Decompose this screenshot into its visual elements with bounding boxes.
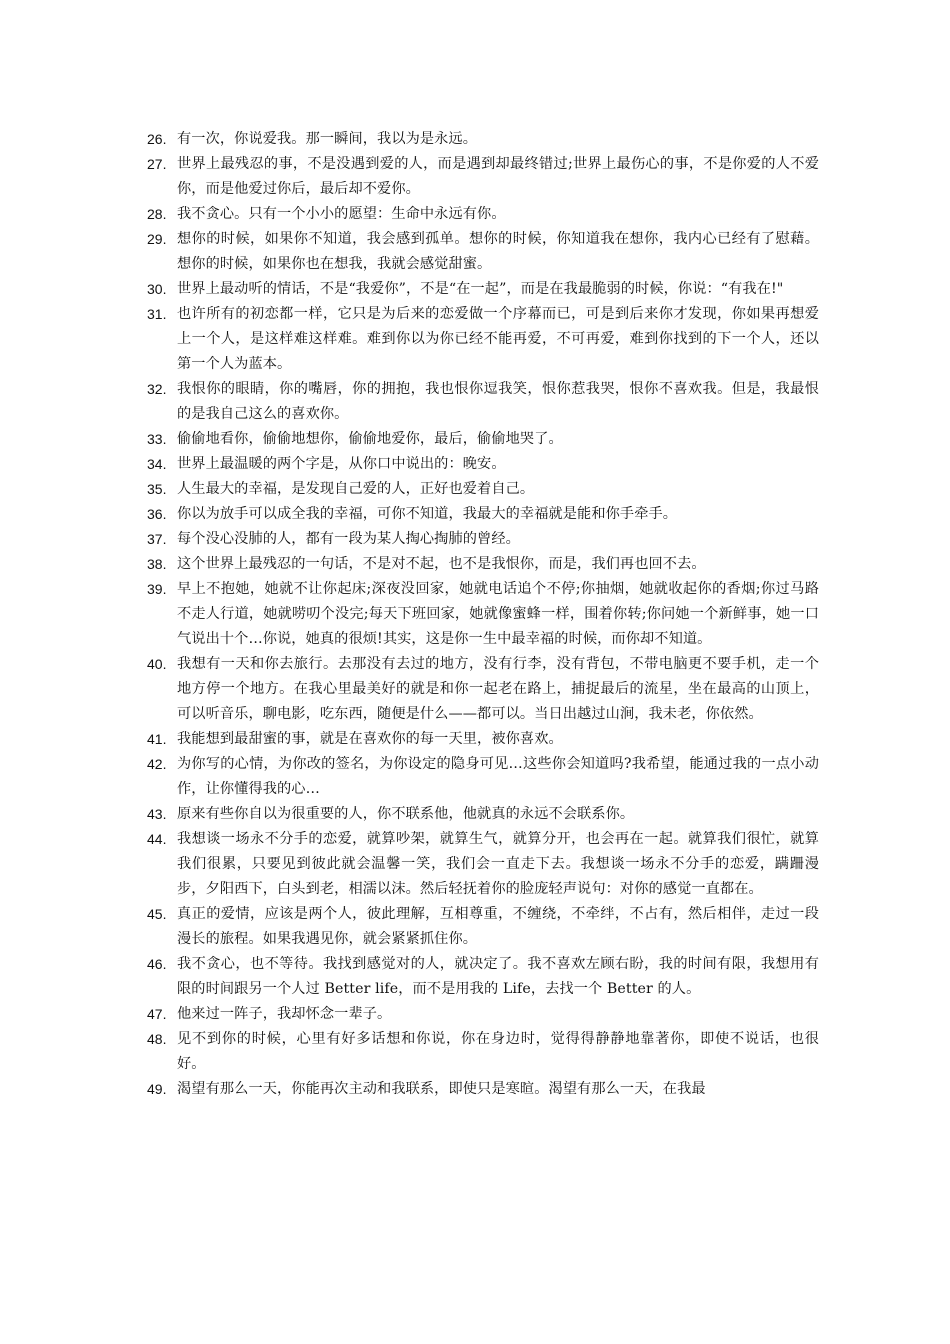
item-text: 人生最大的幸福，是发现自己爱的人，正好也爱着自己。 [177,481,535,497]
item-text: 世界上最动听的情话，不是“我爱你”，不是“在一起”，而是在我最脆弱的时候，你说：“有我在!" [177,281,784,297]
list-item [147,1077,819,1102]
item-number: 43. [147,806,167,822]
item-number: 27. [147,156,167,172]
list-item [147,477,819,502]
item-text: 世界上最温暖的两个字是，从你口中说出的：晚安。 [177,456,506,472]
numbered-list [147,127,819,1102]
item-text: 早上不抱她，她就不让你起床;深夜没回家，她就电话追个不停;你抽烟，她就收起你的香烟;你过马路不走人行道，她就唠叨个没完;每天下班回家，她就像蜜蜂一样，围着你转;你问她一个新鲜事，她一口气说出十个…你说，她真的很烦!其实，这是你一生中最幸福的时候，而你却不知道。 [177,581,819,647]
item-text: 你以为放手可以成全我的幸福，可你不知道，我最大的幸福就是能和你手牵手。 [177,506,678,522]
item-number: 26. [147,131,167,147]
list-item [147,552,819,577]
item-text: 偷偷地看你，偷偷地想你，偷偷地爱你，最后，偷偷地哭了。 [177,431,563,447]
item-text: 也许所有的初恋都一样，它只是为后来的恋爱做一个序幕而已，可是到后来你才发现，你如果再想爱上一个人，是这样难这样难。难到你以为你已经不能再爱，不可再爱，难到你找到的下一个人，还以第一个人为蓝本。 [177,306,819,372]
list-item [147,502,819,527]
item-number: 32. [147,381,167,397]
list-item [147,902,819,952]
item-number: 38. [147,556,167,572]
item-text: 世界上最残忍的事，不是没遇到爱的人，而是遇到却最终错过;世界上最伤心的事，不是你爱的人不爱你，而是他爱过你后，最后却不爱你。 [177,156,819,197]
item-number: 40. [147,656,167,672]
item-text: 我想有一天和你去旅行。去那没有去过的地方，没有行李，没有背包，不带电脑更不要手机，走一个地方停一个地方。在我心里最美好的就是和你一起老在路上，捕捉最后的流星，坐在最高的山顶上，可以听音乐，聊电影，吃东西，随便是什么——都可以。当日出越过山涧，我未老，你依然。 [177,656,819,722]
item-number: 35. [147,481,167,497]
list-item [147,1002,819,1027]
list-item [147,277,819,302]
item-text: 我不贪心。只有一个小小的愿望：生命中永远有你。 [177,206,506,222]
item-text: 渴望有那么一天，你能再次主动和我联系，即使只是寒暄。渴望有那么一天，在我最 [177,1081,706,1097]
item-number: 47. [147,1006,167,1022]
list-item [147,377,819,427]
list-item [147,202,819,227]
list-item [147,452,819,477]
item-text: 为你写的心情，为你改的签名，为你设定的隐身可见…这些你会知道吗?我希望，能通过我的一点小动作，让你懂得我的心… [177,756,819,797]
item-number: 30. [147,281,167,297]
item-number: 33. [147,431,167,447]
item-number: 46. [147,956,167,972]
item-text: 想你的时候，如果你不知道，我会感到孤单。想你的时候，你知道我在想你，我内心已经有了慰藉。想你的时候，如果你也在想我，我就会感觉甜蜜。 [177,231,819,272]
item-number: 48. [147,1031,167,1047]
item-text: 这个世界上最残忍的一句话，不是对不起，也不是我恨你，而是，我们再也回不去。 [177,556,706,572]
item-text: 我能想到最甜蜜的事，就是在喜欢你的每一天里，被你喜欢。 [177,731,563,747]
item-text: 他来过一阵子，我却怀念一辈子。 [177,1006,392,1022]
list-item [147,1027,819,1077]
item-number: 31. [147,306,167,322]
list-item [147,727,819,752]
list-item [147,302,819,377]
list-item [147,427,819,452]
list-item [147,127,819,152]
item-text: 我恨你的眼睛，你的嘴唇，你的拥抱，我也恨你逗我笑，恨你惹我哭，恨你不喜欢我。但是，我最恨的是我自己这么的喜欢你。 [177,381,819,422]
list-item [147,652,819,727]
item-number: 29. [147,231,167,247]
item-text: 见不到你的时候，心里有好多话想和你说，你在身边时，觉得得静静地靠著你，即使不说话，也很好。 [177,1031,819,1072]
item-number: 45. [147,906,167,922]
list-item [147,577,819,652]
list-item [147,152,819,202]
item-text: 每个没心没肺的人，都有一段为某人掏心掏肺的曾经。 [177,531,520,547]
list-item [147,827,819,902]
item-number: 39. [147,581,167,597]
item-number: 44. [147,831,167,847]
item-number: 49. [147,1081,167,1097]
list-item [147,752,819,802]
item-number: 28. [147,206,167,222]
list-item [147,802,819,827]
item-number: 34. [147,456,167,472]
item-text: 原来有些你自以为很重要的人，你不联系他，他就真的永远不会联系你。 [177,806,635,822]
item-text: 真正的爱情，应该是两个人，彼此理解，互相尊重，不缠绕，不牵绊，不占有，然后相伴，走过一段漫长的旅程。如果我遇见你，就会紧紧抓住你。 [177,906,819,947]
item-text: 我不贪心，也不等待。我找到感觉对的人，就决定了。我不喜欢左顾右盼，我的时间有限，我想用有限的时间跟另一个人过 Better life，而不是用我的 Life，去找一个 Better 的人。 [177,956,819,997]
list-item [147,227,819,277]
item-number: 37. [147,531,167,547]
item-number: 41. [147,731,167,747]
list-item [147,527,819,552]
item-text: 我想谈一场永不分手的恋爱，就算吵架，就算生气，就算分开，也会再在一起。就算我们很忙，就算我们很累，只要见到彼此就会温馨一笑，我们会一直走下去。我想谈一场永不分手的恋爱，蹒跚漫步，夕阳西下，白头到老，相濡以沫。然后轻抚着你的脸庞轻声说句：对你的感觉一直都在。 [177,831,819,897]
item-number: 36. [147,506,167,522]
list-item [147,952,819,1002]
item-number: 42. [147,756,167,772]
item-text: 有一次，你说爱我。那一瞬间，我以为是永远。 [177,131,478,147]
